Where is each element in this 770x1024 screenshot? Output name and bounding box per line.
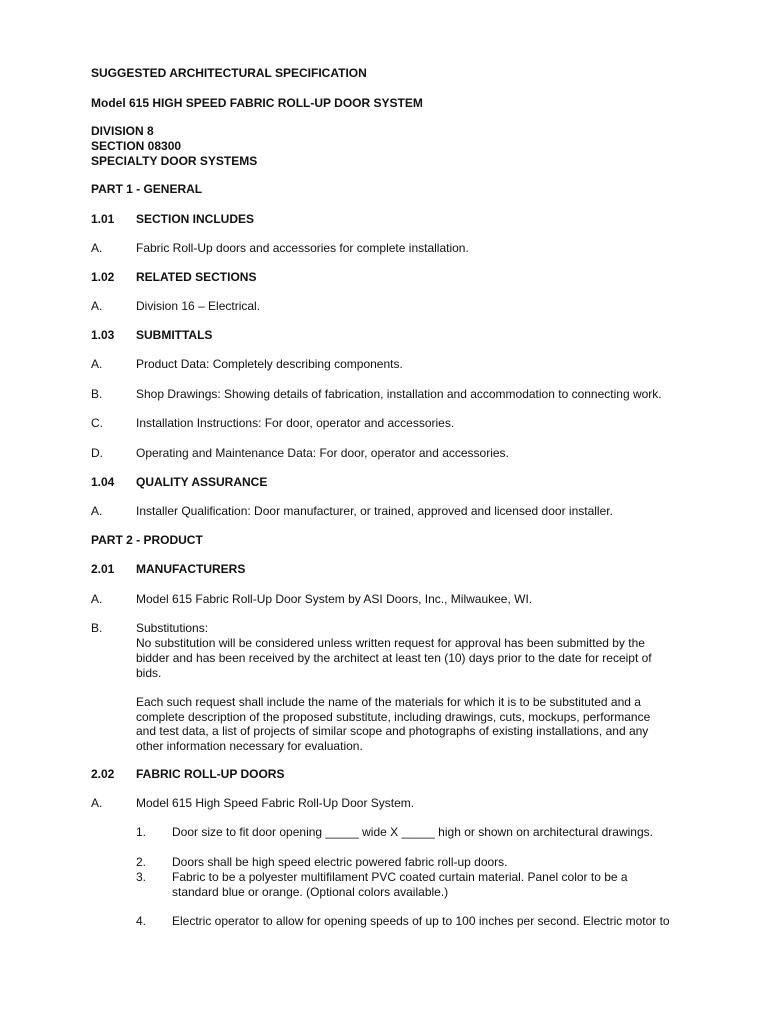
request-line: Each such request shall include the name of the materials for which it is to be substituted and a [136,695,641,709]
model-heading: Model 615 HIGH SPEED FABRIC ROLL-UP DOOR SYSTEM [91,96,423,110]
section-title: FABRIC ROLL-UP DOORS [136,767,285,781]
item-text: Installation Instructions: For door, operator and accessories. [136,416,455,430]
item-letter: A. [91,299,103,313]
substitutions-line: No substitution will be considered unless written request for approval has been submitted by the [136,636,645,650]
subitem-number: 2. [136,855,147,869]
subitem-number: 3. [136,870,147,884]
item-text: Product Data: Completely describing components. [136,357,403,371]
item-letter: D. [91,446,103,460]
section-number: 2.01 [91,562,115,576]
subitem-text: Doors shall be high speed electric powered fabric roll-up doors. [172,855,508,869]
item-letter: B. [91,621,103,635]
item-letter: A. [91,504,103,518]
section-number: 1.02 [91,270,115,284]
item-letter: A. [91,592,103,606]
item-text: Fabric Roll-Up doors and accessories for complete installation. [136,241,469,255]
request-line: and test data, a list of projects of similar scope and photographs of existing installations, and any [136,724,649,738]
subitem-text: Electric operator to allow for opening speeds of up to 100 inches per second. Electric motor to [172,914,670,928]
request-line: other information necessary for evaluation. [136,739,363,753]
section-number: 1.03 [91,328,115,342]
subitem-number: 4. [136,914,147,928]
item-text: Shop Drawings: Showing details of fabrication, installation and accommodation to connecting work. [136,387,662,401]
substitutions-line: bidder and has been received by the architect at least ten (10) days prior to the date for receipt of [136,651,652,665]
item-letter: B. [91,387,103,401]
item-text: Model 615 High Speed Fabric Roll-Up Door System. [136,796,415,810]
specialty-heading: SPECIALTY DOOR SYSTEMS [91,154,258,168]
item-text: Installer Qualification: Door manufacturer, or trained, approved and licensed door installer. [136,504,613,518]
substitutions-label: Substitutions: [136,621,209,635]
section-title: MANUFACTURERS [136,562,246,576]
section-number: 1.04 [91,475,115,489]
section-title: SUBMITTALS [136,328,213,342]
item-letter: A. [91,241,103,255]
section-heading: SECTION 08300 [91,139,182,153]
request-line: complete description of the proposed substitute, including drawings, cuts, mockups, performance [136,710,651,724]
subitem-text: Fabric to be a polyester multifilament PVC coated curtain material. Panel color to be a [172,870,628,884]
item-letter: A. [91,357,103,371]
item-letter: A. [91,796,103,810]
subitem-number: 1. [136,825,147,839]
section-title: RELATED SECTIONS [136,270,257,284]
subitem-text: Door size to fit door opening _____ wide X _____ high or shown on architectural drawings. [172,825,653,839]
part2-title: PART 2 - PRODUCT [91,533,203,547]
section-number: 1.01 [91,212,115,226]
division-heading: DIVISION 8 [91,124,154,138]
item-text: Model 615 Fabric Roll-Up Door System by ASI Doors, Inc., Milwaukee, WI. [136,592,533,606]
section-title: SECTION INCLUDES [136,212,255,226]
section-number: 2.02 [91,767,115,781]
item-letter: C. [91,416,103,430]
section-title: QUALITY ASSURANCE [136,475,268,489]
subitem-text: standard blue or orange. (Optional colors available.) [172,885,449,899]
item-text: Operating and Maintenance Data: For door, operator and accessories. [136,446,509,460]
part1-title: PART 1 - GENERAL [91,182,203,196]
document-title: SUGGESTED ARCHITECTURAL SPECIFICATION [91,66,367,80]
substitutions-line: bids. [136,666,162,680]
item-text: Division 16 – Electrical. [136,299,261,313]
